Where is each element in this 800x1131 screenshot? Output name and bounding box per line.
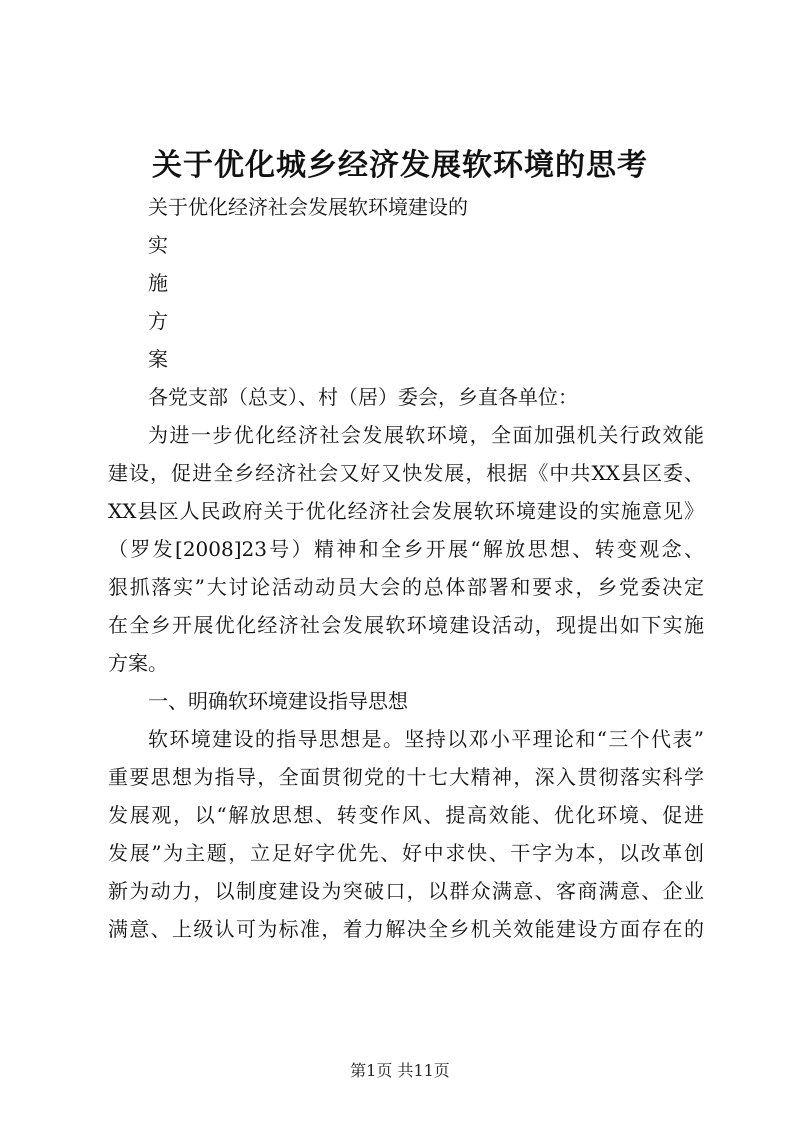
page-footer: 第1页 共11页 (350, 1061, 450, 1080)
paragraph-line: 新为动力，以制度建设为突破口，以群众满意、客商满意、企业 (108, 879, 704, 903)
salutation: 各党支部（总支）、村（居）委会，乡直各单位： (148, 385, 578, 409)
paragraph-intro (108, 416, 704, 682)
paragraph-guiding-thought (108, 720, 704, 948)
paragraph-line: 发展观，以“解放思想、转变作风、提高效能、优化环境、促进 (108, 803, 704, 827)
section-heading: 一、明确软环境建设指导思想 (148, 689, 408, 713)
paragraph-line: 建设，促进全乡经济社会又好又快发展，根据《中共XX县区委、 (108, 461, 704, 485)
paragraph-line: 重要思想为指导，全面贯彻党的十七大精神，深入贯彻落实科学 (108, 765, 704, 789)
paragraph-line: （罗发[2008]23号）精神和全乡开展“解放思想、转变观念、 (108, 537, 704, 561)
paragraph-line: 方案。 (108, 651, 168, 675)
subtitle-line: 实 (148, 233, 168, 257)
paragraph-line: 软环境建设的指导思想是。坚持以邓小平理论和“三个代表” (148, 727, 704, 751)
document-title: 关于优化城乡经济发展软环境的思考 (152, 148, 648, 183)
paragraph-line: 在全乡开展优化经济社会发展软环境建设活动，现提出如下实施 (108, 613, 704, 637)
paragraph-line: 发展”为主题，立足好字优先、好中求快、干字为本，以改革创 (108, 841, 704, 865)
paragraph-line: 满意、上级认可为标准，着力解决全乡机关效能建设方面存在的 (108, 917, 704, 941)
subtitle-line: 施 (148, 271, 168, 295)
subtitle-line: 案 (148, 347, 168, 371)
document-body (108, 188, 704, 948)
paragraph-line: 为进一步优化经济社会发展软环境，全面加强机关行政效能 (148, 423, 704, 447)
paragraph-line: XX县区人民政府关于优化经济社会发展软环境建设的实施意见》 (108, 499, 704, 523)
subtitle-line: 方 (148, 309, 168, 333)
paragraph-line: 狠抓落实”大讨论活动动员大会的总体部署和要求，乡党委决定 (108, 575, 704, 599)
subtitle-line: 关于优化经济社会发展软环境建设的 (148, 195, 468, 219)
